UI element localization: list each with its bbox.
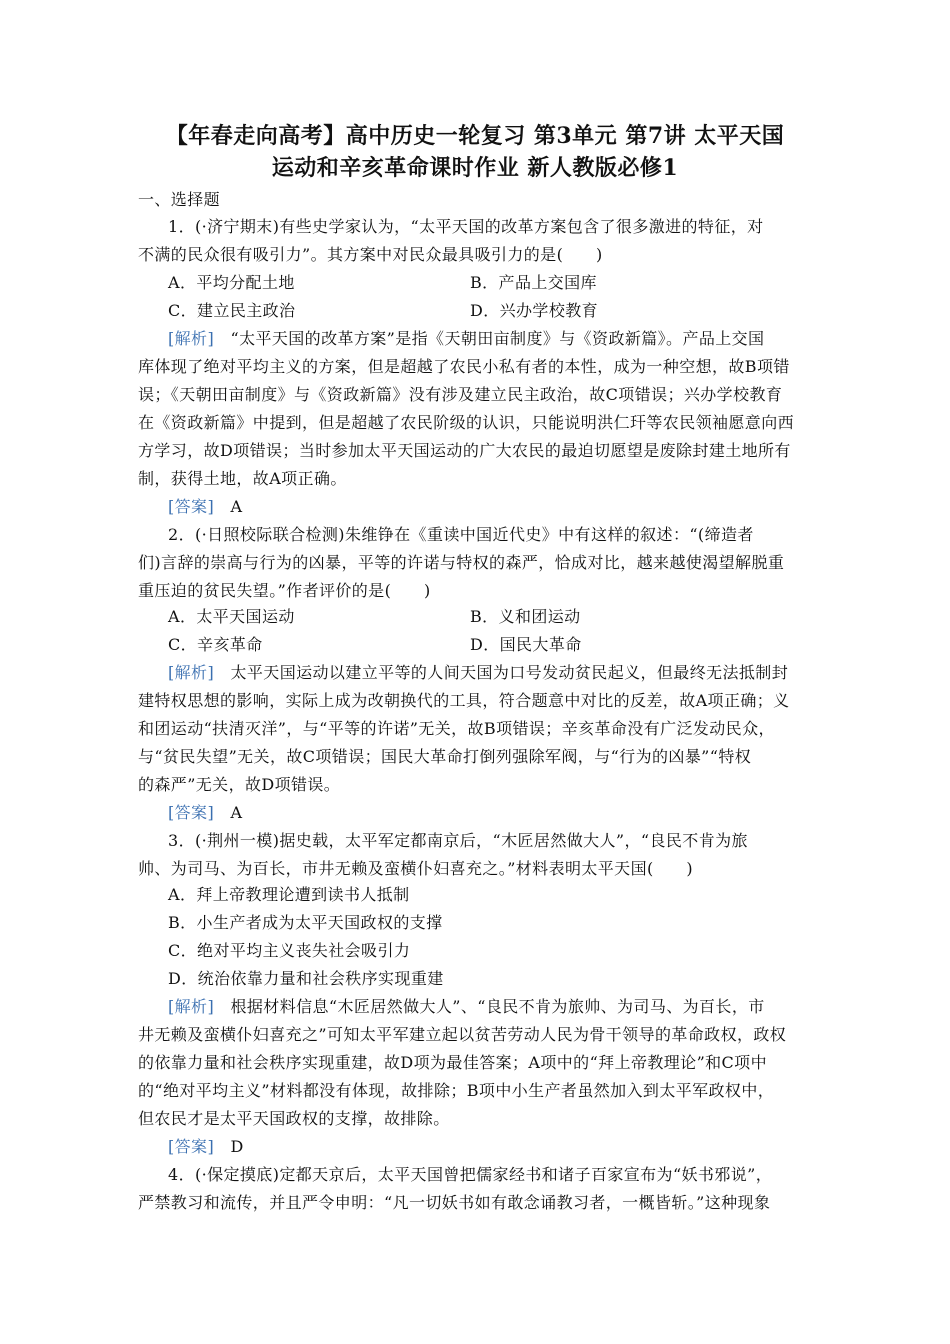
q3-analysis-line: 的“绝对平均主义”材料都没有体现，故排除；B项中小生产者虽然加入到太平军政权中，	[138, 1081, 775, 1100]
q2-option-a: A．太平天国运动	[168, 607, 295, 626]
analysis-text: 太平天国运动以建立平等的人间天国为口号发动贫民起义，但最终无法抵制封	[214, 663, 789, 682]
analysis-tag: [解析]	[168, 663, 215, 682]
q2-analysis-line	[168, 662, 788, 684]
q1-analysis-line: 在《资政新篇》中提到，但是超越了农民阶级的认识，只能说明洪仁玕等农民领袖愿意向西	[138, 413, 795, 432]
q1-option-d: D．兴办学校教育	[470, 301, 599, 320]
q3-analysis-line: 但农民才是太平天国政权的支撑，故排除。	[138, 1109, 450, 1128]
q2-stem-line: 重压迫的贫民失望。”作者评价的是( )	[138, 581, 431, 600]
q1-analysis-line: 误；《天朝田亩制度》与《资政新篇》没有涉及建立民主政治，故C项错误；兴办学校教育	[138, 385, 783, 404]
document-title-line-2: 运动和辛亥革命课时作业 新人教版必修1	[271, 155, 679, 181]
q3-option-a: A．拜上帝教理论遭到读书人抵制	[168, 885, 410, 904]
answer-value: A	[214, 803, 243, 822]
q1-option-c: C．建立民主政治	[168, 301, 296, 320]
q2-analysis-line: 的森严”无关，故D项错误。	[138, 775, 341, 794]
q1-option-b: B．产品上交国库	[470, 273, 597, 292]
q3-option-b: B．小生产者成为太平天国政权的支撑	[168, 913, 443, 932]
q4-stem-line: 4．(·保定摸底)定都天京后，太平天国曾把儒家经书和诸子百家宣布为“妖书邪说”，	[168, 1165, 773, 1184]
q2-stem-line: 们)言辞的崇高与行为的凶暴，平等的许诺与特权的森严，恰成对比，越来越使渴望解脱重	[138, 553, 785, 572]
q2-answer-line	[168, 802, 242, 824]
q2-analysis-line: 和团运动“扶清灭洋”，与“平等的许诺”无关，故B项错误；辛亥革命没有广泛发动民众，	[138, 719, 775, 738]
q2-analysis-line: 建特权思想的影响，实际上成为改朝换代的工具，符合题意中对比的反差，故A项正确；义	[138, 691, 790, 710]
q1-stem-line: 1．(·济宁期末)有些史学家认为，“太平天国的改革方案包含了很多激进的特征，对	[168, 217, 764, 236]
q3-stem-line: 3．(·荆州一模)据史载，太平军定都南京后，“木匠居然做大人”，“良民不肯为旅	[168, 831, 748, 850]
q1-analysis-line: 制，获得土地，故A项正确。	[138, 469, 347, 488]
answer-value: D	[214, 1137, 244, 1156]
answer-value: A	[214, 497, 243, 516]
q3-option-c: C．绝对平均主义丧失社会吸引力	[168, 941, 411, 960]
section-heading: 一、选择题	[138, 190, 221, 209]
q3-analysis-line	[168, 996, 765, 1018]
document-title-line-1: 【年春走向高考】高中历史一轮复习 第3单元 第7讲 太平天国	[165, 123, 785, 149]
q1-analysis-line: 方学习，故D项错误；当时参加太平天国运动的广大农民的最迫切愿望是废除封建土地所有	[138, 441, 791, 460]
q1-analysis-line	[168, 328, 764, 350]
q3-analysis-line: 井无赖及蛮横仆妇喜充之”可知太平军建立起以贫苦劳动人民为骨干领导的革命政权，政权	[138, 1025, 787, 1044]
q1-stem-line: 不满的民众很有吸引力”。其方案中对民众最具吸引力的是( )	[138, 245, 603, 264]
answer-tag: [答案]	[168, 497, 215, 516]
analysis-text: “太平天国的改革方案”是指《天朝田亩制度》与《资政新篇》。产品上交国	[214, 329, 765, 348]
q4-stem-line: 严禁教习和流传，并且严令申明：“凡一切妖书如有敢念诵教习者，一概皆斩。”这种现象	[138, 1193, 771, 1212]
q2-option-d: D．国民大革命	[470, 635, 582, 654]
analysis-text: 根据材料信息“木匠居然做大人”、“良民不肯为旅帅、为司马、为百长，市	[214, 997, 765, 1016]
q3-stem-line: 帅、为司马、为百长，市井无赖及蛮横仆妇喜充之。”材料表明太平天国( )	[138, 859, 694, 878]
q1-analysis-line: 库体现了绝对平均主义的方案，但是超越了农民小私有者的本性，成为一种空想，故B项错	[138, 357, 790, 376]
q1-option-a: A．平均分配土地	[168, 273, 295, 292]
q2-stem-line: 2．(·日照校际联合检测)朱维铮在《重读中国近代史》中有这样的叙述：“(缔造者	[168, 525, 754, 544]
q2-option-c: C．辛亥革命	[168, 635, 263, 654]
answer-tag: [答案]	[168, 1137, 215, 1156]
q3-option-d: D．统治依靠力量和社会秩序实现重建	[168, 969, 444, 988]
answer-tag: [答案]	[168, 803, 215, 822]
analysis-tag: [解析]	[168, 997, 215, 1016]
q2-analysis-line: 与“贫民失望”无关，故C项错误；国民大革命打倒列强除军阀，与“行为的凶暴”“特权	[138, 747, 752, 766]
analysis-tag: [解析]	[168, 329, 215, 348]
q3-analysis-line: 的依靠力量和社会秩序实现重建，故D项为最佳答案；A项中的“拜上帝教理论”和C项中	[138, 1053, 767, 1072]
q3-answer-line	[168, 1136, 244, 1158]
q1-answer-line	[168, 496, 242, 518]
q2-option-b: B．义和团运动	[470, 607, 581, 626]
